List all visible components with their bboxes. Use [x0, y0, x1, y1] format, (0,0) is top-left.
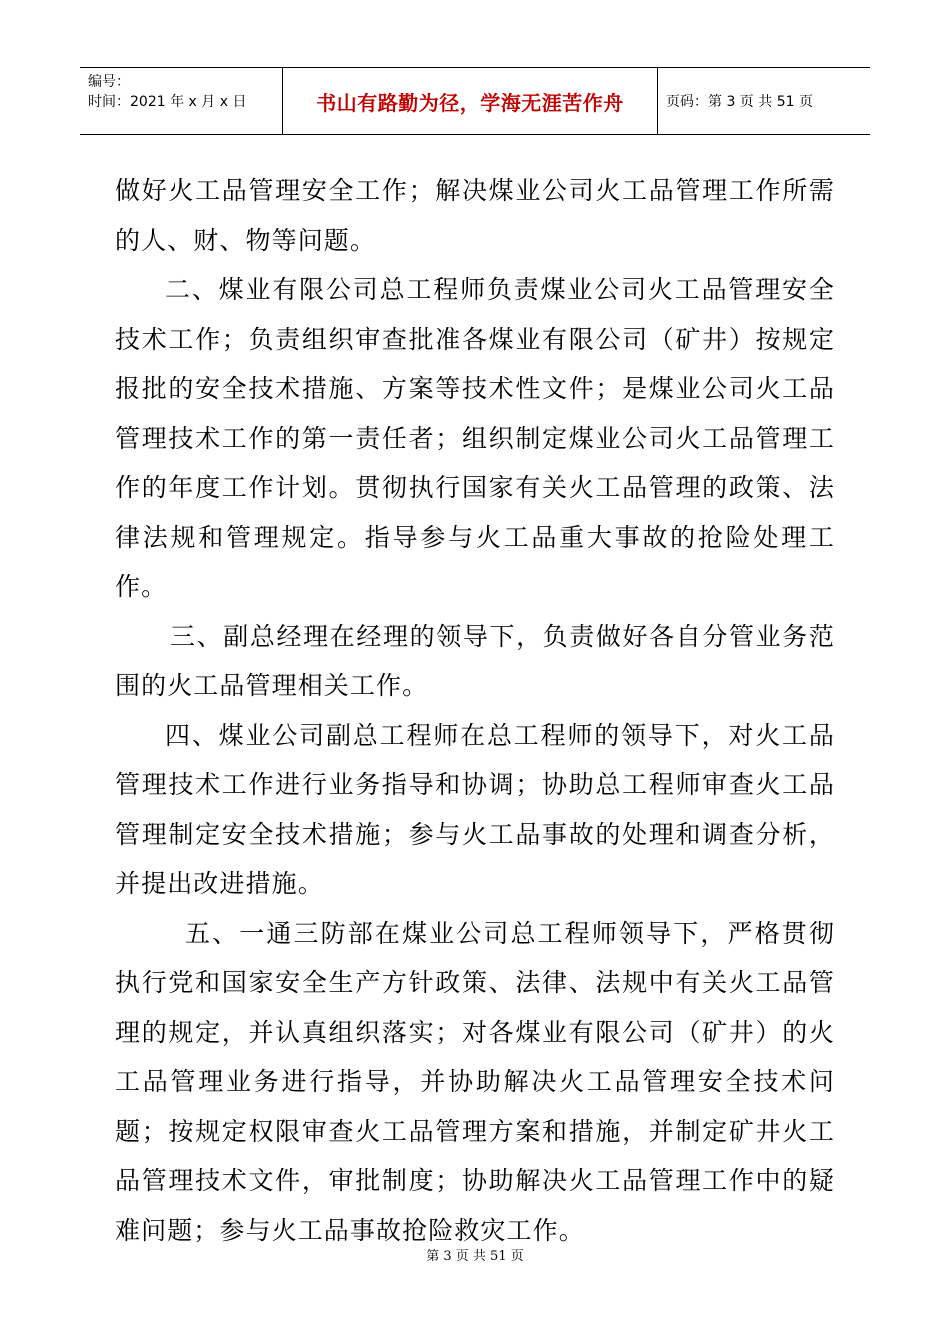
- paragraph-5: 五、一通三防部在煤业公司总工程师领导下，严格贯彻执行党和国家安全生产方针政策、法律、法规中有关火工品管理的规定，并认真组织落实；对各煤业有限公司（矿井）的火工品管理业务进行指导，并协助解决火工品管理安全技术问题；按规定权限审查火工品管理方案和措施，并制定矿井火工品管理技术文件，审批制度；协助解决火工品管理工作中的疑难问题；参与火工品事故抢险救灾工作。: [115, 918, 835, 1245]
- paragraph-3: 三、副总经理在经理的领导下，负责做好各自分管业务范围的火工品管理相关工作。: [115, 621, 835, 700]
- document-number-label: 编号：: [88, 74, 130, 90]
- header-page-code: 页码：第 3 页 共 51 页: [666, 94, 813, 110]
- document-body: [115, 166, 835, 1255]
- page-header: [80, 67, 870, 135]
- page-footer: 第 3 页 共 51 页: [426, 1249, 524, 1264]
- document-date: 时间：2021 年 x 月 x 日: [88, 94, 247, 110]
- paragraph-1: 做好火工品管理安全工作；解决煤业公司火工品管理工作所需的人、财、物等问题。: [115, 176, 835, 255]
- header-meta: [80, 68, 283, 134]
- header-motto: 书山有路勤为径，学海无涯苦作舟: [283, 68, 658, 134]
- paragraph-4: 四、煤业公司副总工程师在总工程师的领导下，对火工品管理技术工作进行业务指导和协调；协助总工程师审查火工品管理制定安全技术措施；参与火工品事故的处理和调查分析，并提出改进措施。: [115, 720, 835, 898]
- paragraph-2: 二、煤业有限公司总工程师负责煤业公司火工品管理安全技术工作；负责组织审查批准各煤业有限公司（矿井）按规定报批的安全技术措施、方案等技术性文件；是煤业公司火工品管理技术工作的第一责任者；组织制定煤业公司火工品管理工作的年度工作计划。贯彻执行国家有关火工品管理的政策、法律法规和管理规定。指导参与火工品重大事故的抢险处理工作。: [115, 275, 835, 601]
